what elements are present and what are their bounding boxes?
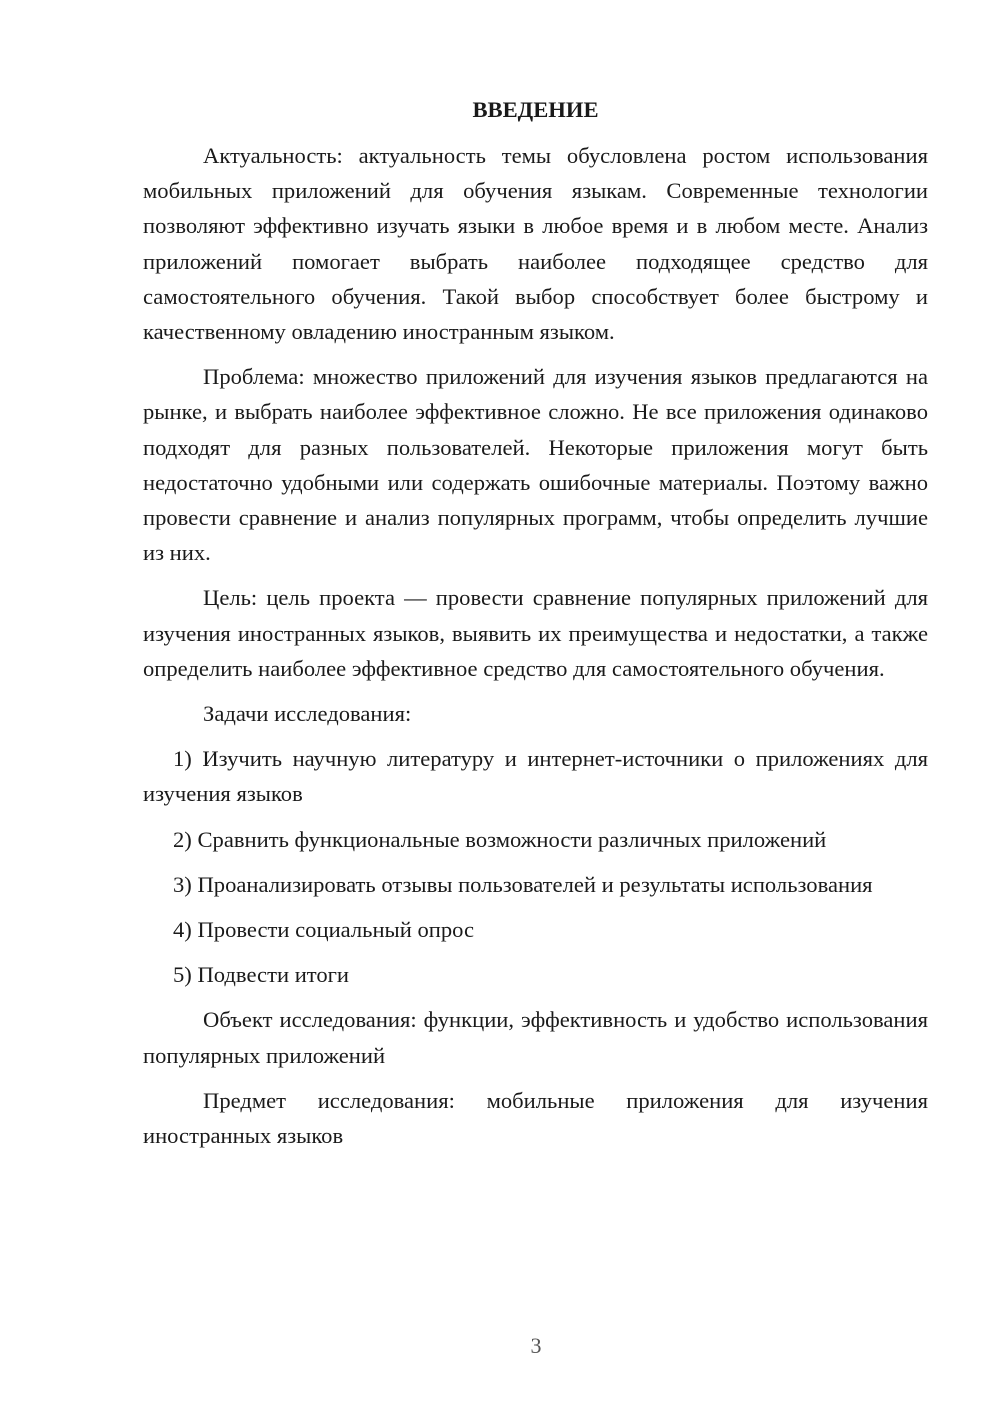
object-paragraph: Объект исследования: функции, эффективность и удобство использования популярных приложений <box>143 1007 928 1068</box>
problem-paragraph: Проблема: множество приложений для изучения языков предлагаются на рынке, и выбрать наиболее эффективное сложно. Не все приложения одинаково подходят для разных пользователей. Некоторые приложения могут быть недостаточно удобными или содержать ошибочные материалы. Поэтому важно провести сравнение и анализ популярных программ, чтобы определить лучшие из них. <box>143 364 928 566</box>
page-number: 3 <box>530 1333 542 1358</box>
document-title: ВВЕДЕНИЕ <box>472 97 599 122</box>
task-item-4: 4) Провести социальный опрос <box>173 917 475 943</box>
subject-paragraph: Предмет исследования: мобильные приложения для изучения иностранных языков <box>143 1087 928 1149</box>
relevance-paragraph: Актуальность: актуальность темы обусловлена ростом использования мобильных приложений для обучения языкам. Современные технологии позволяют эффективно изучать языки в любое время и в любом месте. Анализ приложений помогает выбрать наиболее подходящее средство для самостоятельного обучения. Такой выбор способствует более быстрому и качественному овладению иностранным языком. <box>143 143 928 345</box>
task-item-5: 5) Подвести итоги <box>173 962 350 988</box>
task-item-2: 2) Сравнить функциональные возможности различных приложений <box>173 826 827 852</box>
task-item-3: 3) Проанализировать отзывы пользователей и результаты использования <box>173 871 873 897</box>
task-item-1: 1) Изучить научную литературу и интернет-источники о приложениях для изучения языков <box>143 746 928 807</box>
tasks-heading: Задачи исследования: <box>203 701 412 727</box>
document-page <box>143 88 928 1163</box>
goal-paragraph: Цель: цель проекта — провести сравнение популярных приложений для изучения иностранных языков, выявить их преимущества и недостатки, а также определить наиболее эффективное средство для самостоятельного обучения. <box>143 585 928 681</box>
